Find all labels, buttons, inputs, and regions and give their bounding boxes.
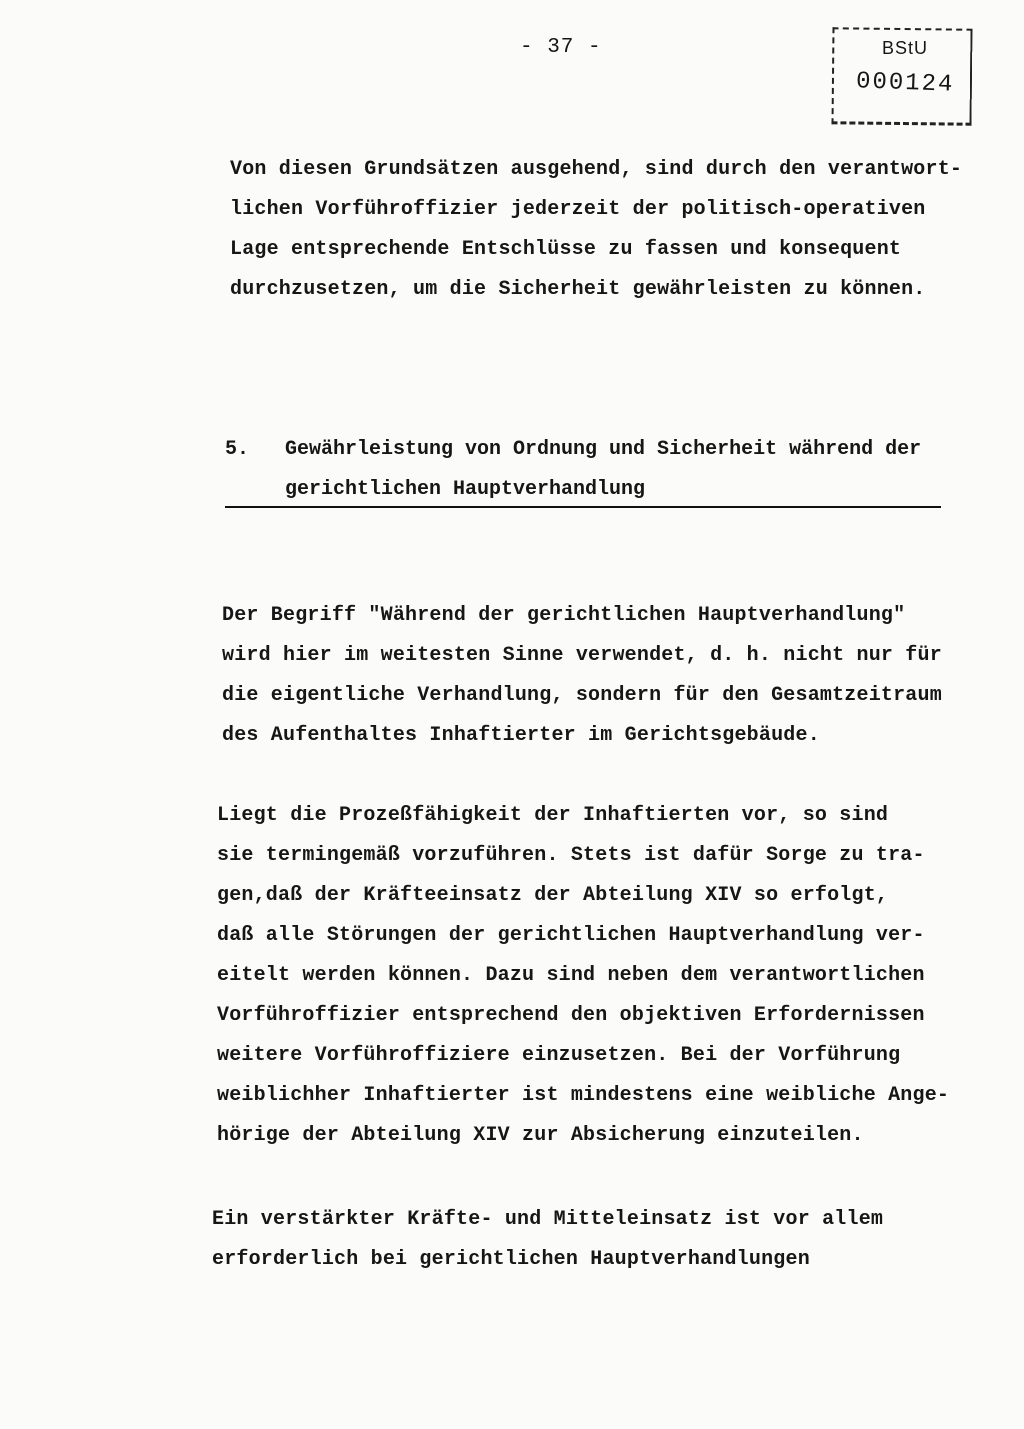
paragraph-line: daß alle Störungen der gerichtlichen Hauptverhandlung ver-: [217, 924, 925, 947]
paragraph-line: weiblichher Inhaftierter ist mindestens eine weibliche Ange-: [217, 1084, 950, 1107]
paragraph-4: [212, 1200, 972, 1280]
paragraph-3: [217, 796, 977, 1156]
paragraph-line: Vorführoffizier entsprechend den objektiven Erfordernissen: [217, 1004, 925, 1027]
paragraph-1: [230, 150, 990, 310]
stamp-organization: BStU: [882, 38, 929, 58]
paragraph-line: gen,daß der Kräfteeinsatz der Abteilung XIV so erfolgt,: [217, 884, 889, 907]
paragraph-line: erforderlich bei gerichtlichen Hauptverhandlungen: [212, 1248, 810, 1271]
paragraph-line: des Aufenthaltes Inhaftierter im Gerichtsgebäude.: [222, 724, 820, 747]
page-number: - 37 -: [520, 36, 602, 59]
paragraph-line: sie termingemäß vorzuführen. Stets ist dafür Sorge zu tra-: [217, 844, 925, 867]
section-title-line-2: gerichtlichen Hauptverhandlung: [285, 478, 646, 501]
paragraph-line: wird hier im weitesten Sinne verwendet, d. h. nicht nur für: [222, 644, 942, 667]
paragraph-line: Der Begriff "Während der gerichtlichen Hauptverhandlung": [222, 604, 906, 627]
section-number: 5.: [225, 438, 250, 461]
paragraph-line: lichen Vorführoffizier jederzeit der politisch-operativen: [230, 198, 926, 221]
paragraph-line: Lage entsprechende Entschlüsse zu fassen und konsequent: [230, 238, 902, 261]
paragraph-line: durchzusetzen, um die Sicherheit gewährleisten zu können.: [230, 278, 926, 301]
paragraph-line: die eigentliche Verhandlung, sondern für den Gesamtzeitraum: [222, 684, 942, 707]
paragraph-line: weitere Vorführoffiziere einzusetzen. Bei der Vorführung: [217, 1044, 901, 1067]
paragraph-line: Ein verstärkter Kräfte- und Mitteleinsatz ist vor allem: [212, 1208, 884, 1231]
paragraph-line: eitelt werden können. Dazu sind neben dem verantwortlichen: [217, 964, 925, 987]
section-title-line-1: Gewährleistung von Ordnung und Sicherheit während der: [285, 438, 922, 461]
paragraph-2: [222, 596, 982, 756]
archive-stamp: [832, 28, 972, 124]
paragraph-line: hörige der Abteilung XIV zur Absicherung einzuteilen.: [217, 1124, 864, 1147]
section-underline: [225, 506, 941, 508]
paragraph-line: Liegt die Prozeßfähigkeit der Inhaftierten vor, so sind: [217, 804, 889, 827]
paragraph-line: Von diesen Grundsätzen ausgehend, sind durch den verantwort-: [230, 158, 963, 181]
stamp-number: 000124: [855, 68, 955, 99]
